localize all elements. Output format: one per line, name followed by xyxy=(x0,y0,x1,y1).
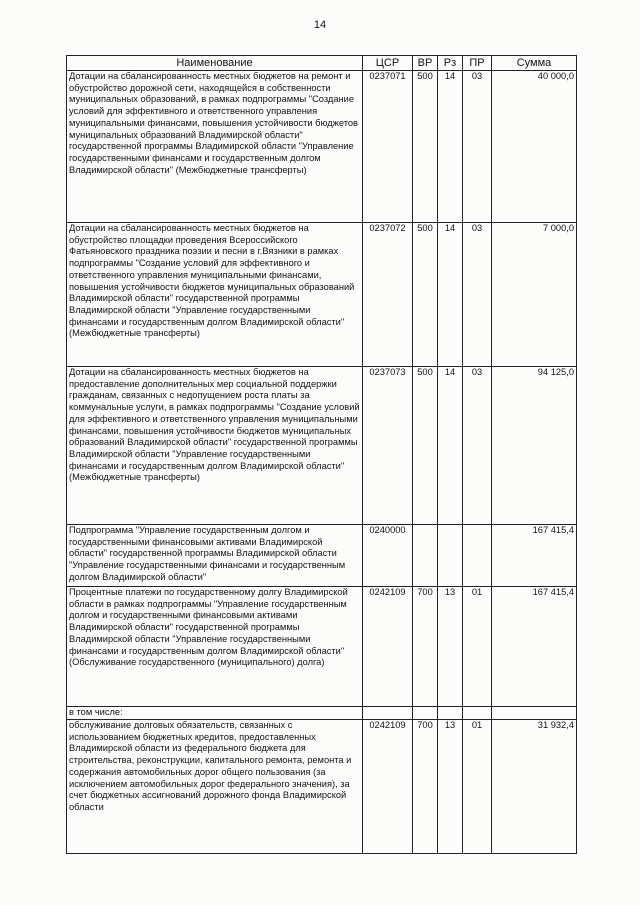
row-name: Подпрограмма "Управление государственным долгом и государственными финансовыми активами Владимирской области" государственной программы Владимирской области "Управление государственными финансами и государственным долгом Владимирской области" xyxy=(67,525,363,587)
budget-table xyxy=(66,55,577,854)
row-sum: 94 125,0 xyxy=(492,367,577,525)
row-csr: 0240000 xyxy=(363,525,413,587)
row-sum: 167 415,4 xyxy=(492,525,577,587)
page-number: 14 xyxy=(313,19,327,31)
row-pr xyxy=(463,707,492,720)
table-row xyxy=(67,707,577,720)
column-header-csr: ЦСР xyxy=(363,56,413,71)
row-vr: 500 xyxy=(413,71,438,223)
row-vr xyxy=(413,525,438,587)
row-name: Дотации на сбалансированность местных бюджетов на обустройство площадки проведения Всероссийского Фатьяновского праздника поэзии и песни в г.Вязники в рамках подпрограммы "Создание условий для эффективного и ответственного управления муниципальными финансами, повышения устойчивости бюджетов муниципальных образований Владимирской области" государственной программы Владимирской области "Управление государственными финансами и государственным долгом Владимирской области" (Межбюджетные трансферты) xyxy=(67,223,363,367)
row-name: обслуживание долговых обязательств, связанных с использованием бюджетных кредитов, предоставленных Владимирской области из федерального бюджета для строительства, реконструкции, капитального ремонта, ремонта и содержания автомобильных дорог общего пользования (за исключением автомобильных дорог федерального значения), за счет бюджетных ассигнований дорожного фонда Владимирской области xyxy=(67,720,363,854)
row-rz: 14 xyxy=(438,71,463,223)
column-header-sum: Сумма xyxy=(492,56,577,71)
column-header-rz: Рз xyxy=(438,56,463,71)
row-csr: 0242109 xyxy=(363,720,413,854)
row-name: Дотации на сбалансированность местных бюджетов на предоставление дополнительных мер социальной поддержки гражданам, связанных с недопущением роста платы за коммунальные услуги, в рамках подпрограммы "Создание условий для эффективного и ответственного управления муниципальными финансами, повышения устойчивости бюджетов муниципальных образований Владимирской области" государственной программы Владимирской области "Управление государственными финансами и государственным долгом Владимирской области" (Межбюджетные трансферты) xyxy=(67,367,363,525)
row-rz xyxy=(438,525,463,587)
column-header-vr: ВР xyxy=(413,56,438,71)
row-rz: 13 xyxy=(438,720,463,854)
row-csr: 0237071 xyxy=(363,71,413,223)
row-vr: 700 xyxy=(413,587,438,707)
row-vr: 700 xyxy=(413,720,438,854)
row-sum xyxy=(492,707,577,720)
row-pr: 03 xyxy=(463,367,492,525)
row-name: в том числе: xyxy=(67,707,363,720)
table-header-row xyxy=(67,56,577,71)
row-csr: 0237072 xyxy=(363,223,413,367)
row-sum: 7 000,0 xyxy=(492,223,577,367)
row-vr xyxy=(413,707,438,720)
table-row xyxy=(67,71,577,223)
column-header-name: Наименование xyxy=(67,56,363,71)
row-rz: 14 xyxy=(438,223,463,367)
table-row xyxy=(67,720,577,854)
row-csr: 0237073 xyxy=(363,367,413,525)
row-pr: 01 xyxy=(463,587,492,707)
row-vr: 500 xyxy=(413,367,438,525)
row-sum: 40 000,0 xyxy=(492,71,577,223)
table-row xyxy=(67,587,577,707)
row-rz: 13 xyxy=(438,587,463,707)
row-name: Дотации на сбалансированность местных бюджетов на ремонт и обустройство дорожной сети, находящейся в собственности муниципальных образований, в рамках подпрограммы "Создание условий для эффективного и ответственного управления муниципальными финансами, повышения устойчивости бюджетов муниципальных образований Владимирской области" государственной программы Владимирской области "Управление государственными финансами и государственным долгом Владимирской области" (Межбюджетные трансферты) xyxy=(67,71,363,223)
row-rz: 14 xyxy=(438,367,463,525)
row-sum: 31 932,4 xyxy=(492,720,577,854)
table-row xyxy=(67,525,577,587)
row-csr: 0242109 xyxy=(363,587,413,707)
row-pr: 03 xyxy=(463,223,492,367)
row-vr: 500 xyxy=(413,223,438,367)
row-pr: 03 xyxy=(463,71,492,223)
table-row xyxy=(67,367,577,525)
row-csr xyxy=(363,707,413,720)
row-sum: 167 415,4 xyxy=(492,587,577,707)
column-header-pr: ПР xyxy=(463,56,492,71)
row-pr: 01 xyxy=(463,720,492,854)
row-pr xyxy=(463,525,492,587)
table-row xyxy=(67,223,577,367)
row-rz xyxy=(438,707,463,720)
row-name: Процентные платежи по государственному долгу Владимирской области в рамках подпрограммы "Управление государственным долгом и государственными финансовыми активами Владимирской области" государственной программы Владимирской области "Управление государственными финансами и государственным долгом Владимирской области" (Обслуживание государственного (муниципального) долга) xyxy=(67,587,363,707)
